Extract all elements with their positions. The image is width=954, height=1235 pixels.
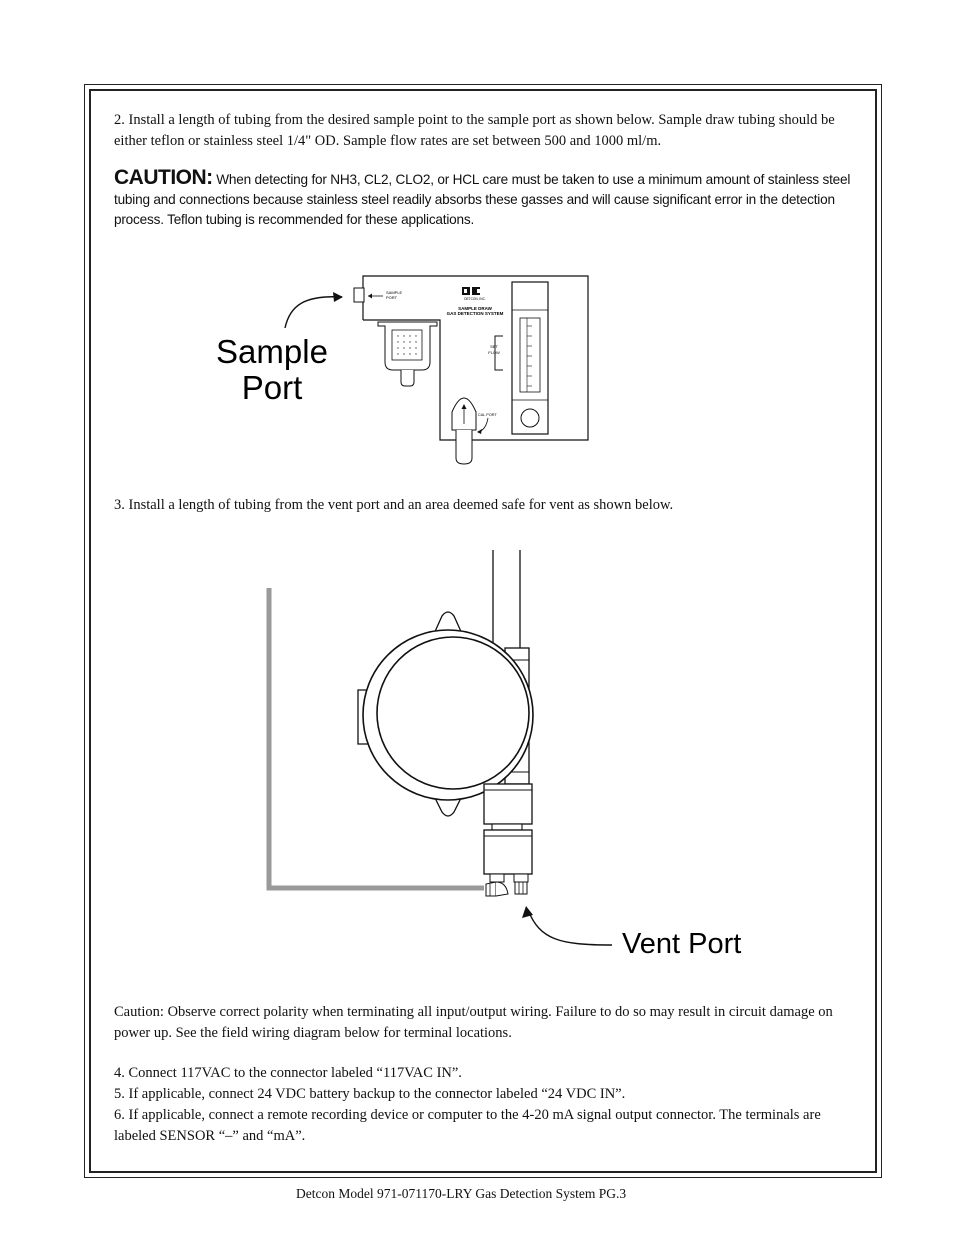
cal-port-label: CAL PORT: [478, 413, 497, 417]
wiring-steps: [114, 1063, 852, 1147]
caution-heading: CAUTION:: [114, 166, 213, 189]
caution-polarity-text: Caution: Observe correct polarity when terminating all input/output wiring. Failure to do so may result in circuit damage on power up. See the field wiring diagram below for terminal locations.: [114, 1004, 833, 1041]
step-2-text: 2. Install a length of tubing from the desired sample point to the sample port as shown below. Sample draw tubing should be either teflon or stainless steel 1/4" OD. Sample flow rates are set between 500 and 1000 ml/m.: [114, 112, 835, 149]
sample-port-callout-line1: Sample: [216, 333, 328, 370]
caution-block: [114, 168, 854, 230]
step-3-text: 3. Install a length of tubing from the vent port and an area deemed safe for vent as shown below.: [114, 497, 674, 513]
logo-company-text: DETCON, INC.: [464, 297, 486, 301]
set-flow-label-2: FLOW: [488, 350, 500, 355]
sample-port-callout-line2: Port: [241, 369, 303, 406]
system-title-line1: SAMPLE DRAW: [458, 306, 492, 311]
step-5-text: 5. If applicable, connect 24 VDC battery backup to the connector labeled “24 VDC IN”.: [114, 1086, 626, 1102]
step-6-text: 6. If applicable, connect a remote recording device or computer to the 4-20 mA signal output connector. The terminals are labeled SENSOR “–” and “mA”.: [114, 1107, 821, 1144]
set-flow-label-1: SET: [490, 344, 498, 349]
caution-text: When detecting for NH3, CL2, CLO2, or HCL care must be taken to use a minimum amount of stainless steel tubing and connections because stainless steel readily absorbs these gasses and will cause significant error in the detection process. Teflon tubing is recommended for these applications.: [114, 172, 851, 227]
vent-port-callout: Vent Port: [622, 928, 742, 960]
sample-port-small-label-1: SAMPLE: [386, 290, 403, 295]
step-4-text: 4. Connect 117VAC to the connector labeled “117VAC IN”.: [114, 1065, 462, 1081]
page-footer: Detcon Model 971-071170-LRY Gas Detection System PG.3: [296, 1186, 627, 1201]
sample-port-small-label-2: PORT: [386, 295, 398, 300]
system-title-line2: GAS DETECTION SYSTEM: [446, 311, 504, 316]
